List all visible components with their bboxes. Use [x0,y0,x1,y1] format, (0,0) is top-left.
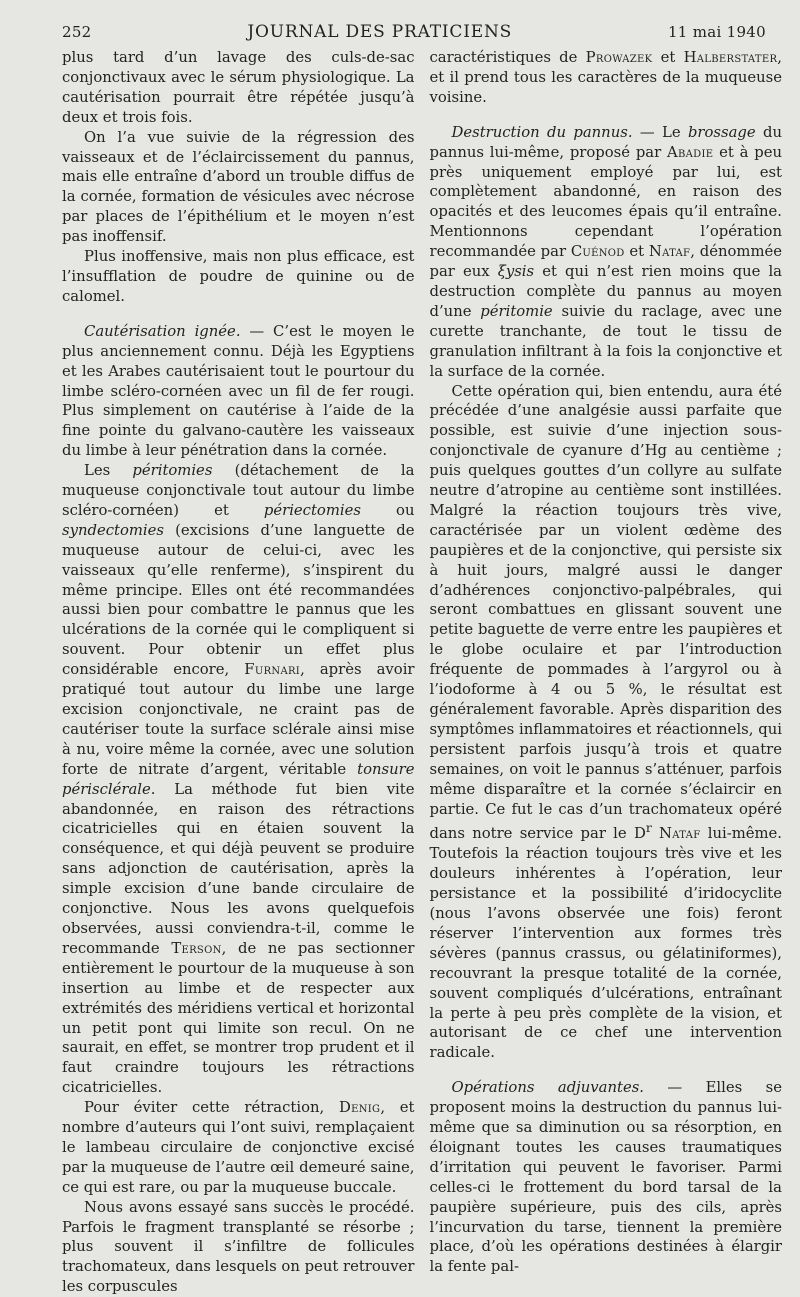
author-name: Terson [171,939,222,957]
section-heading: Destruction du pannus. [451,123,633,141]
italic-term: brossage [687,123,756,141]
text-run: (détachement de la muqueuse conjonctivale tout autour du limbe scléro-cornéen) et [62,462,415,519]
text-run: . La méthode fut bien vite abandonnée, en raison des rétractions cicatricielles qui en étaien souvent la conséquence, et qui déjà peuvent se produire sans adjonction de cautérisation, après la simple excision d’une bande circulaire de conjonctive. Nous les avons quelquefois observées, aussi conviendra-t-il, comme le recommande [62,780,415,957]
author-name: Nataf [659,825,701,843]
author-name: Halberstater [683,49,778,66]
section-destruction-pannus [430,123,783,382]
italic-term: syndectomies [62,521,164,539]
paragraph [430,48,783,108]
paragraph: On l’a vue suivie de la régression des vaisseaux et de l’éclaircissement du pannus, mais elle entraîne d’abord un trouble diffus de la cornée, formation de vésicules avec nécrose par places de l’épithélium et le moyen n’est pas inoffensif. [62,128,415,246]
text-run: Pour éviter cette rétraction, [84,1099,339,1117]
section-cauterisation-ignee [62,322,415,461]
right-column [429,48,783,1276]
italic-term: péritomies [132,462,213,480]
section-text: — Elles se proposent moins la destruction du pannus lui-même que sa diminution ou sa résorption, en éloignant toutes les causes traumatiques d’irritation qui peuvent le favoriser. Parmi celles-ci le frottement du bord tarsal de la paupière supérieure, puis des cils, après l’incurvation du tarse, tiennent la première place, d’où les opérations destinées à élargir la fente pal- [429,1079,782,1276]
italic-term: tonsure périsclérale [62,760,415,798]
author-name: Furnari [244,661,301,679]
section-heading: Cautérisation ignée. [84,322,241,340]
text-run: Cette opération qui, bien entendu, aura été précédée d’une analgésie aussi parfaite que possible, est suivie d’une injection sous-conjonctivale de cyanure d’Hg au centième ; puis quelques gouttes d’un collyre au sulfate neutre d’atropine au centième sont instillées. Malgré la réaction toujours très vive, caractérisée par un violent œdème des paupières et de la conjonctive, qui persiste six à huit jours, malgré aussi le danger d’adhérences conjonctivo-palpébrales, qui seront combattues en glissant souvent une petite baguette de verre entre les paupières et le globe oculaire et par l’introduction fréquente de pommades à l’argyrol ou à l’iodoforme à 4 ou 5 %, le résultat est généralement favorable. Après disparition des symptômes inflammatoires et réactionnels, qui persistent parfois jusqu’à trois et quatre semaines, on voit le pannus s’atténuer, parfois même disparaître et la cornée s’éclaircir en partie. Ce fut le cas d’un trachomateux opéré dans notre service par le D [429,382,782,843]
text-run: Les [84,462,133,480]
paragraph [430,382,783,1064]
author-name: Denig [338,1099,381,1117]
text-run: , de ne pas sectionner entièrement le pourtour de la muqueuse à son insertion au limbe et de respecter aux extrémités des méridiens vertical et horizontal un petit pont qui limite son recul. On ne saurait, en effet, se montrer trop prudent et il faut craindre toujours les rétractions cicatricielles. [62,939,415,1097]
section-heading: Opérations adjuvantes. [451,1079,644,1097]
paragraph: Plus inoffensive, mais non plus efficace, est l’insufflation de poudre de quinine ou de calomel. [62,248,415,305]
superscript: r [645,821,652,836]
text-run: , et il prend tous les caractères de la muqueuse voisine. [429,49,782,106]
text-run: (excisions d’une languette de muqueuse autour de celui-ci, avec les vaisseaux qu’elle renferme), s’inspirent du même principe. Elles ont été recommandées aussi bien pour combattre le pannus que les ulcérations de la cornée qui le compliquent si souvent. Pour obtenir un effet plus considérable encore, [62,521,415,679]
author-name: Cuénod [570,243,625,261]
text-run: , après avoir pratiqué tout autour du limbe une large excision conjonctivale, ne craint pas de cautériser toute la surface sclérale ainsi mise à nu, voire même la cornée, avec une solution forte de nitrate d’argent, véritable [62,661,415,778]
journal-title: JOURNAL DES PRATICIENS [247,22,513,42]
text-run: ou [360,501,415,519]
text-run: , dénommée par eux [429,243,782,281]
text-run [652,825,659,842]
italic-term: périectomies [263,501,361,519]
paragraph [62,461,415,1098]
paragraph: plus tard d’un lavage des culs-de-sac conjonctivaux avec le sérum physiologique. La cautérisation pourrait être répétée jusqu’à deux et trois fois. [62,49,415,126]
text-run: du pannus lui-même, proposé par [429,123,782,161]
left-column [62,48,415,1296]
text-run: caractéristiques de [429,49,586,66]
text-run: et à peu près uniquement employé par lui, est complètement abandonné, en raison des opacités et des leucomes épais qu’il entraîne. Mentionnons cependant l’opération recommandée par [429,143,782,261]
text-run: et [624,243,649,261]
italic-term: ξysis [497,263,535,281]
text-columns [62,48,783,1296]
text-run: lui-même. Toutefois la réaction toujours très vive et les douleurs inhérentes à l’opération, leur persistance et la possibilité d’iridocyclite (nous l’avons observée une fois) feront réserver l’intervention aux formes très sévères (pannus crassus, ou gélatiniformes), recouvrant la presque totalité de la cornée, souvent compliqués d’ulcérations, entraînant la perte à peu près complète de la vision, et autorisant de ce chef une intervention radicale. [429,825,782,1062]
author-name: Nataf [648,243,691,261]
text-run: et [652,49,684,66]
paragraph [62,1098,415,1198]
italic-term: péritomie [480,302,553,320]
text-run: et qui n’est rien moins que la destruction complète du pannus au moyen d’une [429,263,783,320]
section-text: — C’est le moyen le plus anciennement connu. Déjà les Egyptiens et les Arabes cautérisaient tout le pourtour du limbe scléro-cornéen avec un fil de fer rougi. Plus simplement on cautérise à l’aide de la fine pointe du galvano-cautère les vaisseaux du limbe à leur pénétration dans la cornée. [62,322,415,460]
page-number: 252 [62,23,92,41]
author-name: Abadie [666,143,714,161]
running-header [62,20,766,44]
author-name: Prowazek [585,49,653,66]
text-run: — Le [632,123,688,141]
section-operations-adjuvantes [430,1078,783,1277]
issue-date: 11 mai 1940 [667,23,766,41]
text-run: suivie du raclage, avec une curette tranchante, de tout le tissu de granulation infiltrant à la fois la conjonctive et la surface de la cornée. [429,302,783,380]
text-run: , et nombre d’auteurs qui l’ont suivi, remplaçaient le lambeau circulaire de conjonctive excisé par la muqueuse de l’autre œil demeuré saine, ce qui est rare, ou par la muqueuse buccale. [62,1099,415,1196]
paragraph: Nous avons essayé sans succès le procédé. Parfois le fragment transplanté se résorbe ; plus souvent il s’infiltre de follicules trachomateux, dans lesquels on peut retrouver les corpuscules [62,1198,415,1296]
